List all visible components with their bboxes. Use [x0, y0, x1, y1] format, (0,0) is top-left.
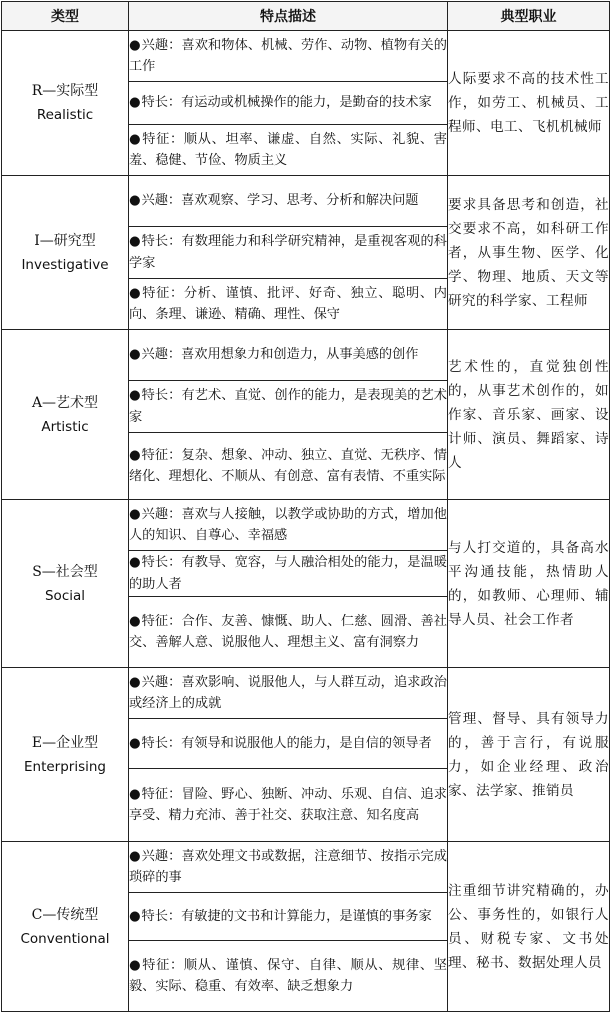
bullet-icon: ●	[129, 786, 141, 802]
type-english-name: Enterprising	[23, 758, 106, 775]
bullet-icon: ●	[129, 37, 141, 53]
bullet-icon: ●	[129, 347, 141, 363]
header-description: 特点描述	[129, 2, 448, 31]
occupation-cell: 注重细节讲究精确的，办公、事务性的，如银行人员、财税专家、文书处理、秘书、数据处理人员	[448, 842, 610, 1012]
type-chinese-name: E—企业型	[31, 734, 99, 751]
description-text: 特长：有运动或机械操作的能力，是勤奋的技术家	[141, 95, 432, 111]
description-cell	[129, 769, 448, 842]
description-cell	[129, 227, 448, 279]
description-text: 兴趣：喜欢处理文书或数据，注意细节、按指示完成琐碎的事	[129, 848, 447, 885]
table-row	[2, 176, 610, 227]
type-chinese-name: S—社会型	[32, 563, 98, 580]
description-text: 兴趣：喜欢观察、学习、思考、分析和解决问题	[141, 193, 419, 209]
description-cell	[129, 668, 448, 719]
header-row	[2, 2, 610, 31]
description-text: 特长：有教导、宽容，与人融洽相处的能力，是温暖的助人者	[129, 555, 447, 592]
type-english-name: Conventional	[20, 930, 110, 947]
bullet-icon: ●	[129, 848, 141, 864]
table-row	[2, 330, 610, 381]
description-text: 特长：有敏捷的文书和计算能力，是谨慎的事务家	[141, 908, 432, 924]
bullet-icon: ●	[129, 908, 141, 924]
type-cell	[2, 668, 129, 842]
table-body	[2, 31, 610, 1012]
description-text: 特长：有艺术、直觉、创作的能力，是表现美的艺术家	[129, 388, 447, 425]
type-english-name: Artistic	[41, 418, 89, 435]
bullet-icon: ●	[129, 957, 141, 973]
header-type: 类型	[2, 2, 129, 31]
description-text: 特长：有领导和说服他人的能力，是自信的领导者	[141, 735, 432, 751]
bullet-icon: ●	[129, 388, 141, 403]
table-row	[2, 500, 610, 551]
bullet-icon: ●	[129, 735, 141, 751]
header-occupation: 典型职业	[448, 2, 610, 31]
bullet-icon: ●	[129, 193, 141, 209]
type-english-name: Realistic	[36, 107, 94, 123]
occupation-cell: 人际要求不高的技术性工作，如劳工、机械员、工程师、电工、飞机机械师	[448, 31, 610, 176]
bullet-icon: ●	[129, 285, 141, 301]
description-cell	[129, 125, 448, 176]
type-cell	[2, 31, 129, 176]
description-cell	[129, 597, 448, 668]
description-text: 特征：顺从、谨慎、保守、自律、顺从、规律、坚毅、实际、稳重、有效率、缺乏想象力	[129, 957, 447, 994]
description-cell	[129, 941, 448, 1012]
type-english-name: Social	[44, 587, 86, 604]
table-row	[2, 668, 610, 719]
description-text: 兴趣：喜欢影响、说服他人，与人群互动，追求政治或经济上的成就	[129, 674, 447, 711]
bullet-icon: ●	[129, 506, 141, 522]
bullet-icon: ●	[129, 95, 141, 111]
description-cell	[129, 82, 448, 125]
bullet-icon: ●	[129, 234, 141, 249]
description-cell	[129, 176, 448, 227]
bullet-icon: ●	[129, 131, 141, 147]
type-chinese-name: A—艺术型	[31, 394, 99, 411]
bullet-icon: ●	[129, 555, 141, 570]
description-cell	[129, 433, 448, 500]
bullet-icon: ●	[129, 447, 141, 463]
occupation-cell: 艺术性的，直觉独创性的，从事艺术创作的，如作家、音乐家、画家、设计师、演员、舞蹈家、诗人	[448, 330, 610, 500]
description-text: 兴趣：喜欢和物体、机械、劳作、动物、植物有关的工作	[129, 37, 447, 74]
description-text: 特征：复杂、想象、冲动、独立、直觉、无秩序、情绪化、理想化、不顺从、有创意、富有表情、不重实际	[129, 447, 447, 484]
description-text: 特征：合作、友善、慷慨、助人、仁慈、圆滑、善社交、善解人意、说服他人、理想主义、富有洞察力	[129, 613, 447, 650]
table-row	[2, 842, 610, 893]
description-text: 特长：有数理能力和科学研究精神，是重视客观的科学家	[129, 234, 447, 271]
description-text: 兴趣：喜欢用想象力和创造力，从事美感的创作	[141, 347, 419, 363]
type-chinese-name: C—传统型	[31, 906, 99, 923]
description-text: 特征：顺从、坦率、谦虚、自然、实际、礼貌、害羞、稳健、节俭、物质主义	[129, 131, 447, 168]
description-text: 特征：分析、谨慎、批评、好奇、独立、聪明、内向、条理、谦逊、精确、理性、保守	[129, 285, 447, 322]
description-cell	[129, 330, 448, 381]
type-chinese-name: R—实际型	[31, 83, 99, 99]
description-cell	[129, 500, 448, 551]
type-cell	[2, 500, 129, 668]
description-cell	[129, 551, 448, 597]
table-row	[2, 31, 610, 82]
type-cell	[2, 330, 129, 500]
occupation-cell: 要求具备思考和创造，社交要求不高，如科研工作者，从事生物、医学、化学、物理、地质、天文等研究的科学家、工程师	[448, 176, 610, 330]
description-cell	[129, 31, 448, 82]
type-chinese-name: I—研究型	[34, 232, 96, 249]
type-cell	[2, 176, 129, 330]
bullet-icon: ●	[129, 674, 141, 690]
description-cell	[129, 719, 448, 769]
occupation-cell: 管理、督导、具有领导力的，善于言行，有说服力，如企业经理、政治家、法学家、推销员	[448, 668, 610, 842]
description-cell	[129, 381, 448, 433]
type-cell	[2, 842, 129, 1012]
type-english-name: Investigative	[21, 256, 109, 273]
description-text: 特征：冒险、野心、独断、冲动、乐观、自信、追求享受、精力充沛、善于社交、获取注意、知名度高	[129, 786, 447, 823]
holland-types-table	[1, 1, 610, 1012]
description-cell	[129, 842, 448, 893]
bullet-icon: ●	[129, 613, 141, 629]
description-cell	[129, 279, 448, 330]
occupation-cell: 与人打交道的，具备高水平沟通技能，热情助人的，如教师、心理师、辅导人员、社会工作者	[448, 500, 610, 668]
description-text: 兴趣：喜欢与人接触，以教学或协助的方式，增加他人的知识、自尊心、幸福感	[129, 506, 447, 543]
description-cell	[129, 893, 448, 941]
